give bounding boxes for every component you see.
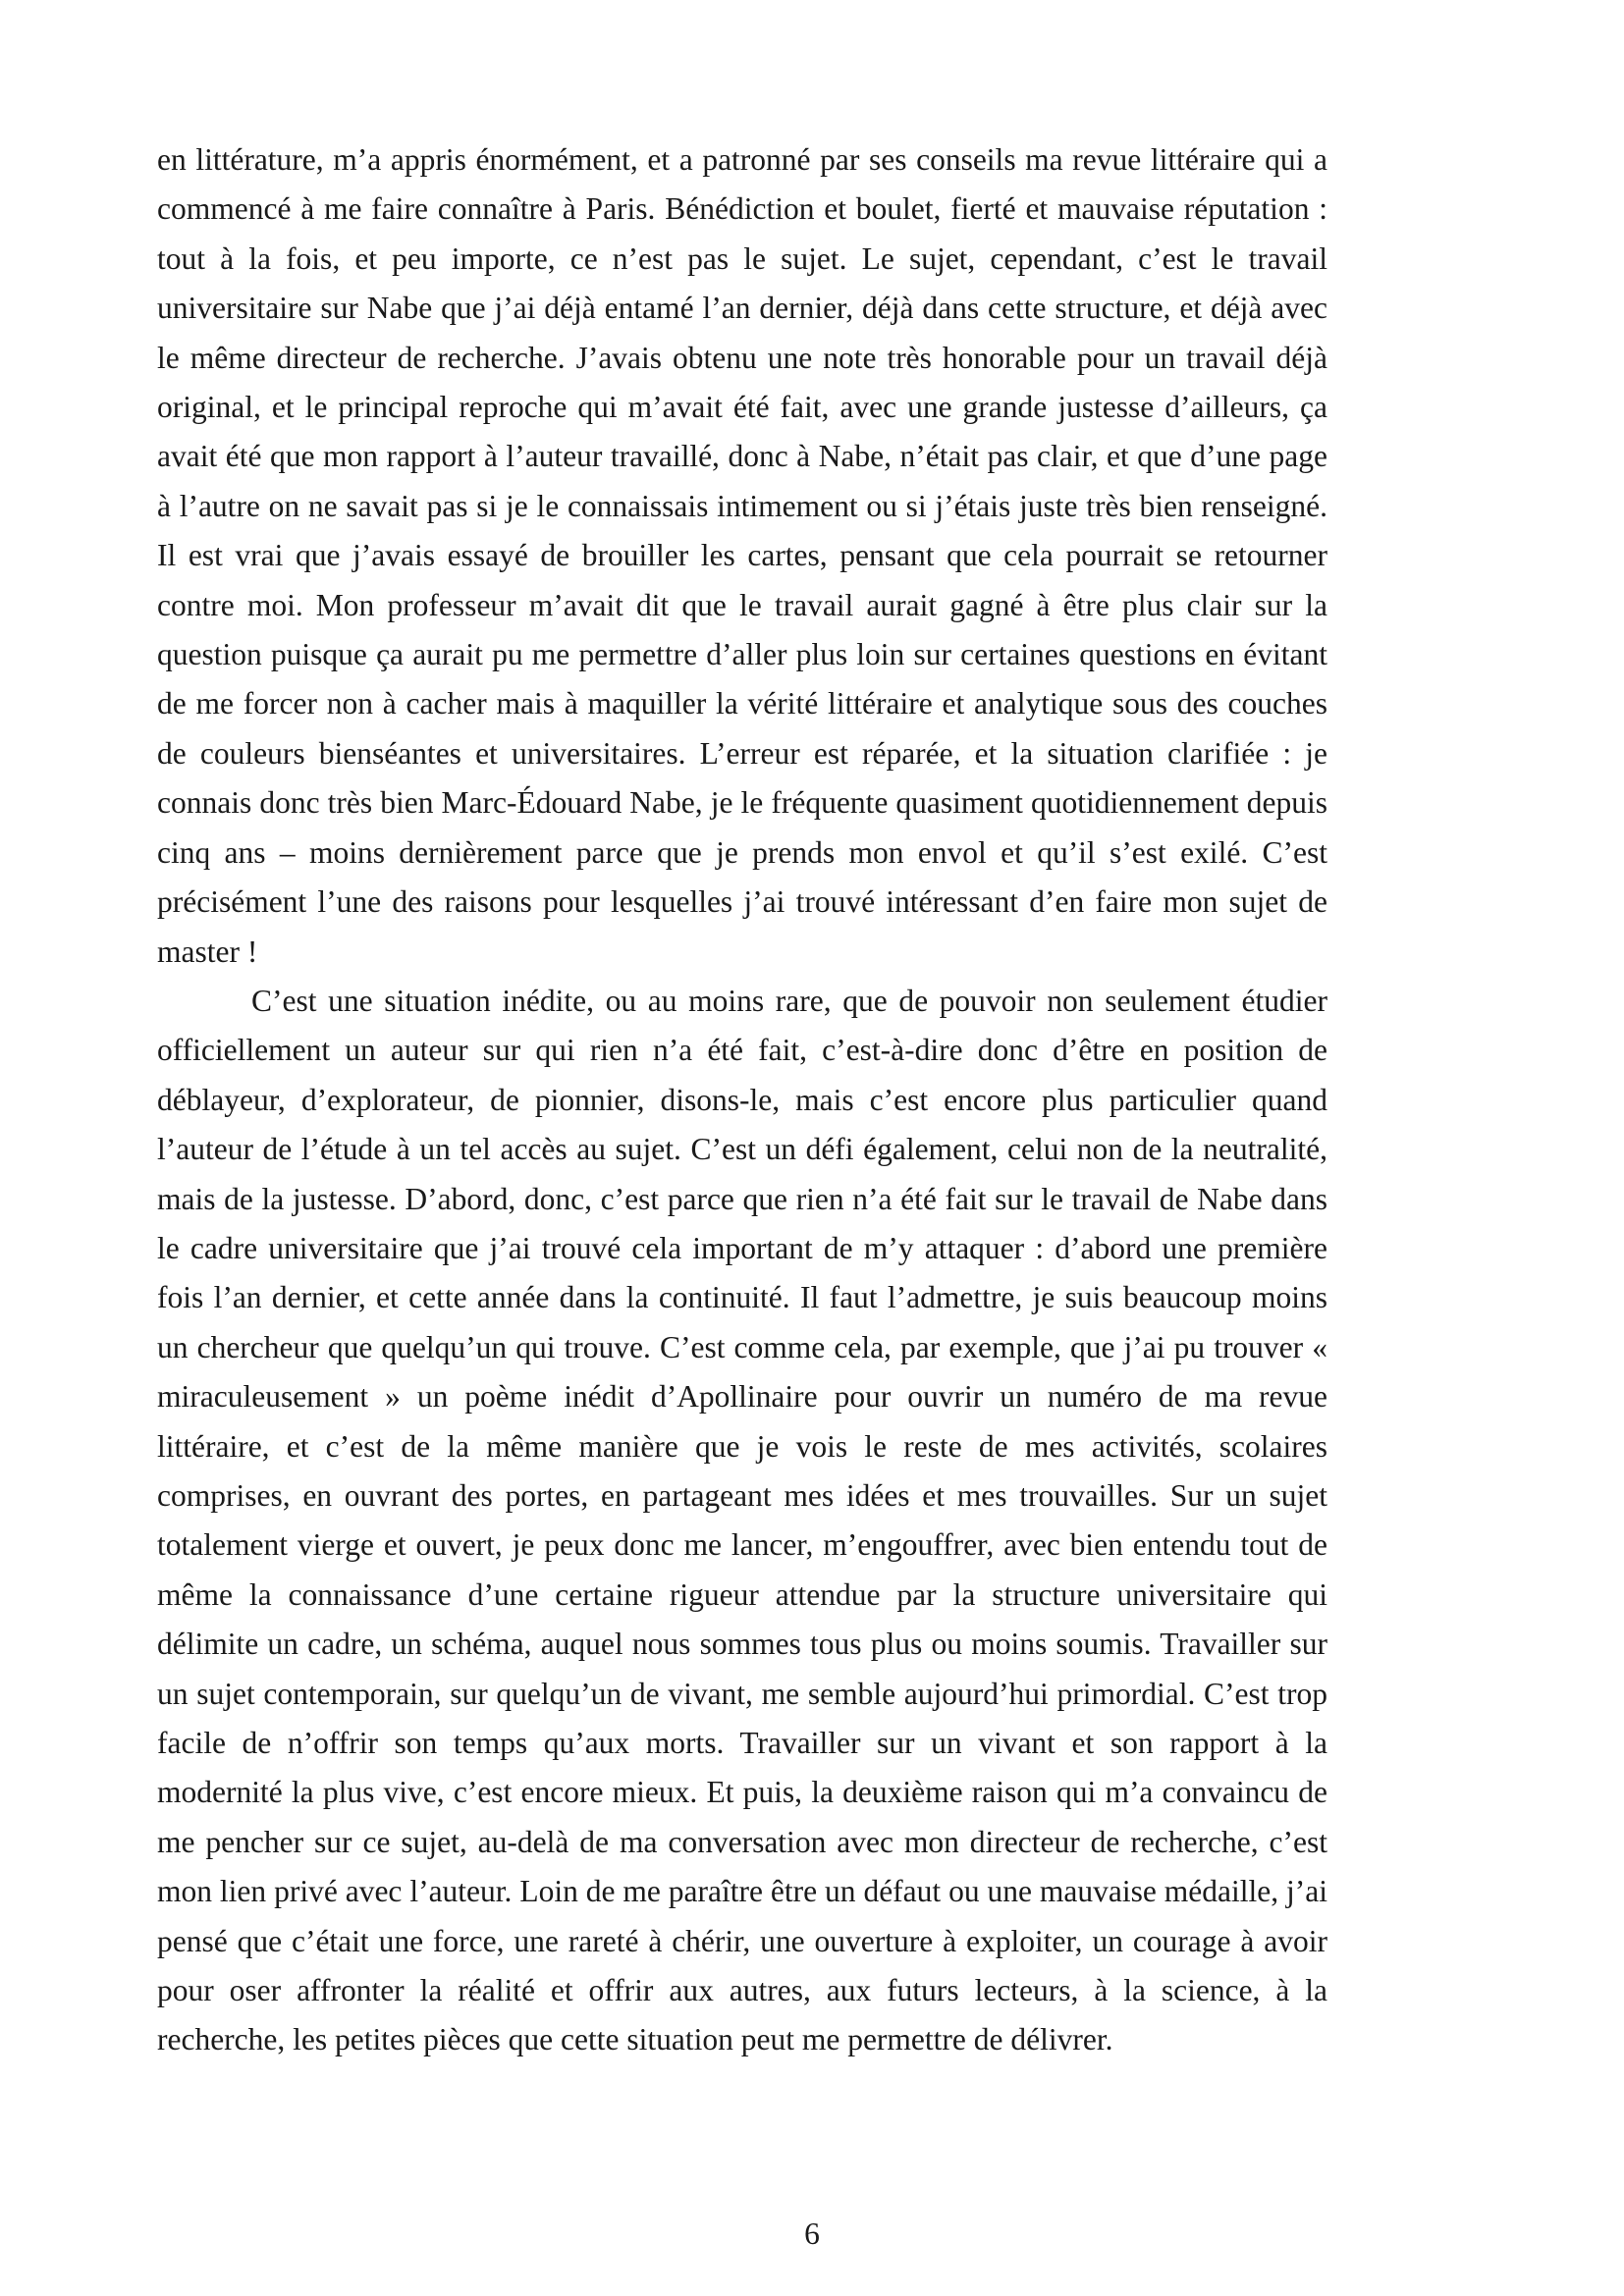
paragraph-2: C’est une situation inédite, ou au moins rare, que de pouvoir non seulement étudier officiellement un auteur sur qui rien n’a été fait, c’est-à-dire donc d’être en position de déblayeur, d’explorateur, de pionnier, disons-le, mais c’est encore plus particulier quand l’auteur de l’étude à un tel accès au sujet. C’est un défi également, celui non de la neutralité, mais de la justesse. D’abord, donc, c’est parce que rien n’a été fait sur le travail de Nabe dans le cadre universitaire que j’ai trouvé cela important de m’y attaquer : d’abord une première fois l’an dernier, et cette année dans la continuité. Il faut l’admettre, je suis beaucoup moins un chercheur que quelqu’un qui trouve. C’est comme cela, par exemple, que j’ai pu trouver « miraculeusement » un poème inédit d’Apollinaire pour ouvrir un numéro de ma revue littéraire, et c’est de la même manière que je vois le reste de mes activités, scolaires comprises, en ouvrant des portes, en partageant mes idées et mes trouvailles. Sur un sujet totalement vierge et ouvert, je peux donc me lancer, m’engouffrer, avec bien entendu tout de même la connaissance d’une certaine rigueur attendue par la structure universitaire qui délimite un cadre, un schéma, auquel nous sommes tous plus ou moins soumis. Travailler sur un sujet contemporain, sur quelqu’un de vivant, me semble aujourd’hui primordial. C’est trop facile de n’offrir son temps qu’aux morts. Travailler sur un vivant et son rapport à la modernité la plus vive, c’est encore mieux. Et puis, la deuxième raison qui m’a convaincu de me pencher sur ce sujet, au-delà de ma conversation avec mon directeur de recherche, c’est mon lien privé avec l’auteur. Loin de me paraître être un défaut ou une mauvaise médaille, j’ai pensé que c’était une force, une rareté à chérir, une ouverture à exploiter, un courage à avoir pour oser affronter la réalité et offrir aux autres, aux futurs lecteurs, à la science, à la recherche, les petites pièces que cette situation peut me permettre de délivrer. — [157, 983, 1327, 2057]
page-number: 6 — [804, 2216, 820, 2251]
body-text — [157, 135, 1327, 2065]
paragraph-1: en littérature, m’a appris énormément, et a patronné par ses conseils ma revue littéraire qui a commencé à me faire connaître à Paris. Bénédiction et boulet, fierté et mauvaise réputation : tout à la fois, et peu importe, ce n’est pas le sujet. Le sujet, cependant, c’est le travail universitaire sur Nabe que j’ai déjà entamé l’an dernier, déjà dans cette structure, et déjà avec le même directeur de recherche. J’avais obtenu une note très honorable pour un travail déjà original, et le principal reproche qui m’avait été fait, avec une grande justesse d’ailleurs, ça avait été que mon rapport à l’auteur travaillé, donc à Nabe, n’était pas clair, et que d’une page à l’autre on ne savait pas si je le connaissais intimement ou si j’étais juste très bien renseigné. Il est vrai que j’avais essayé de brouiller les cartes, pensant que cela pourrait se retourner contre moi. Mon professeur m’avait dit que le travail aurait gagné à être plus clair sur la question puisque ça aurait pu me permettre d’aller plus loin sur certaines questions en évitant de me forcer non à cacher mais à maquiller la vérité littéraire et analytique sous des couches de couleurs bienséantes et universitaires. L’erreur est réparée, et la situation clarifiée : je connais donc très bien Marc-Édouard Nabe, je le fréquente quasiment quotidiennement depuis cinq ans – moins dernièrement parce que je prends mon envol et qu’il s’est exilé. C’est précisément l’une des raisons pour lesquelles j’ai trouvé intéressant d’en faire mon sujet de master ! — [157, 142, 1327, 969]
